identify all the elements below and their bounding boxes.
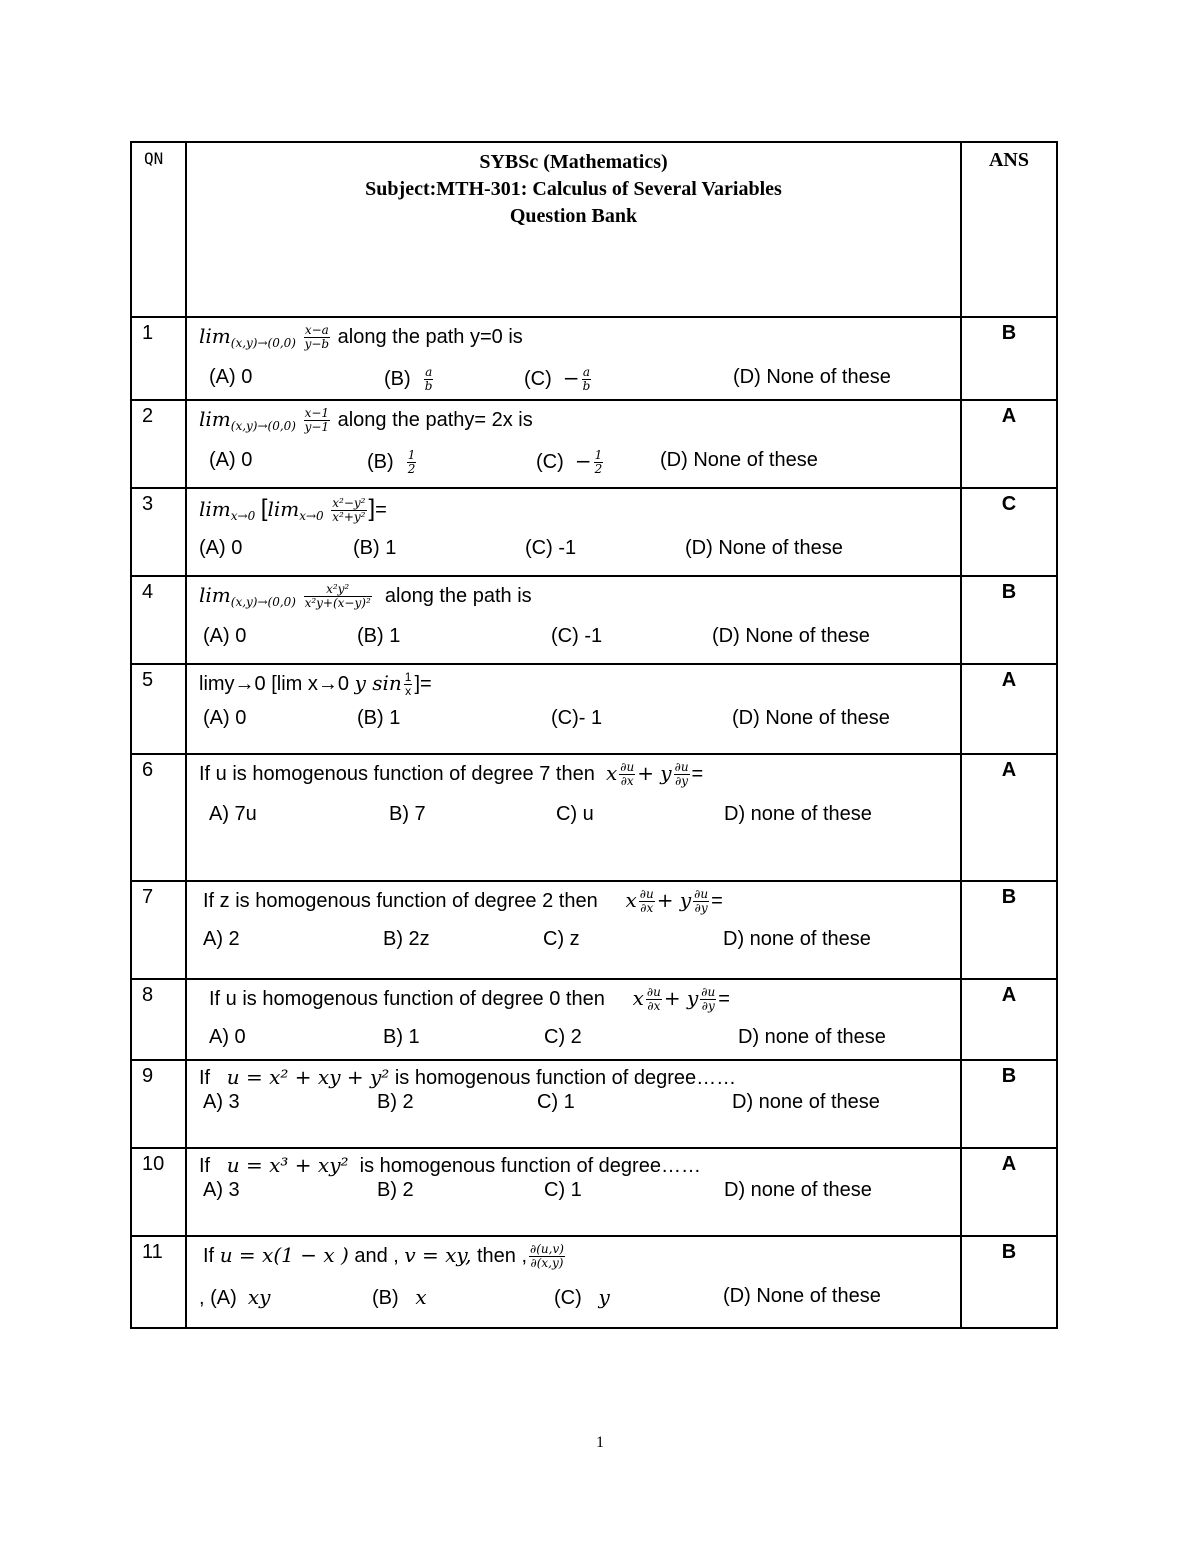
question-stem: If u = x³ + xy² is homogenous function of degree…… bbox=[199, 1153, 701, 1177]
question-stem: limy→0 [lim x→0 y sin $\frac{1}{x}$ ]= bbox=[199, 670, 432, 699]
option-b: B) 7 bbox=[389, 803, 426, 825]
question-stem: If u = x(1 − x ) and , v = xy, then , $\frac{\partial(u,v)}{\partial(x,y)}$ bbox=[203, 1242, 564, 1271]
question-stem: $\lim_{x\to 0} [\lim_{x\to 0}$ $\frac{\text{x²−y²}}{\text{x²+y²}}$ ]= bbox=[199, 495, 387, 525]
answer: B bbox=[961, 881, 1057, 979]
table-row bbox=[131, 754, 1057, 881]
question-bank-table bbox=[130, 141, 1058, 1329]
table-row bbox=[131, 1148, 1057, 1236]
option-b: (B) 1 bbox=[357, 625, 401, 647]
option-a: A) 7u bbox=[209, 803, 257, 825]
question-stem: $\lim_{(x,y)\to(0,0)}$ $\frac{x-1}{y-1}$ along the pathy= 2x is bbox=[199, 406, 533, 435]
option-c: C) 2 bbox=[544, 1026, 582, 1048]
option-a: (A) 0 bbox=[203, 707, 247, 729]
qn-header: QN bbox=[131, 142, 186, 317]
question-cell bbox=[186, 576, 961, 664]
answer: C bbox=[961, 488, 1057, 576]
answer: A bbox=[961, 664, 1057, 754]
subject-title: Subject:MTH-301: Calculus of Several Variables bbox=[365, 178, 782, 200]
option-a: (A) 0 bbox=[209, 449, 253, 471]
answer: B bbox=[961, 1236, 1057, 1328]
table-row bbox=[131, 979, 1057, 1060]
option-b: (B) x bbox=[372, 1285, 427, 1309]
option-b: (B) $\frac{1}{2}$ bbox=[367, 448, 416, 476]
question-number: 3 bbox=[131, 488, 186, 576]
question-number: 11 bbox=[131, 1236, 186, 1328]
question-number: 4 bbox=[131, 576, 186, 664]
question-number: 1 bbox=[131, 317, 186, 400]
question-stem: If u is homogenous function of degree 0 then x $\frac{\partial u}{\partial x}$ + y $\frac{\partial u}{\partial y}$ = bbox=[209, 985, 730, 1014]
table-row bbox=[131, 317, 1057, 400]
table-row bbox=[131, 1236, 1057, 1328]
question-number: 10 bbox=[131, 1148, 186, 1236]
option-a: A) 3 bbox=[203, 1179, 240, 1201]
option-c: (C) -1 bbox=[525, 537, 577, 559]
answer: B bbox=[961, 576, 1057, 664]
question-cell bbox=[186, 1060, 961, 1148]
fraction: $\frac{x-1}{y-1}$ bbox=[304, 406, 330, 435]
option-a: , (A) xy bbox=[199, 1285, 271, 1309]
question-cell bbox=[186, 979, 961, 1060]
option-d: D) none of these bbox=[724, 803, 872, 825]
option-b: B) 2z bbox=[383, 928, 430, 950]
option-b: B) 2 bbox=[377, 1091, 414, 1113]
question-number: 5 bbox=[131, 664, 186, 754]
option-c: C) 1 bbox=[537, 1091, 575, 1113]
option-c: C) z bbox=[543, 928, 580, 950]
answer: A bbox=[961, 1148, 1057, 1236]
question-cell bbox=[186, 1148, 961, 1236]
page-number: 1 bbox=[596, 1434, 604, 1451]
fraction: $\frac{1}{x}$ bbox=[404, 670, 412, 699]
option-d: (D) None of these bbox=[685, 537, 843, 559]
table-row bbox=[131, 664, 1057, 754]
option-a: A) 2 bbox=[203, 928, 240, 950]
question-number: 2 bbox=[131, 400, 186, 488]
option-a: (A) 0 bbox=[209, 366, 253, 388]
option-c: (C) − $\frac{a}{b}$ bbox=[524, 365, 591, 394]
ans-header: ANS bbox=[961, 142, 1057, 317]
table-row bbox=[131, 1060, 1057, 1148]
option-d: D) none of these bbox=[738, 1026, 886, 1048]
option-c: (C) − $\frac{1}{2}$ bbox=[536, 448, 603, 477]
question-number: 7 bbox=[131, 881, 186, 979]
question-cell bbox=[186, 754, 961, 881]
option-a: A) 3 bbox=[203, 1091, 240, 1113]
fraction: $\frac{x-a}{y-b}$ bbox=[304, 323, 330, 352]
question-number: 9 bbox=[131, 1060, 186, 1148]
question-cell bbox=[186, 317, 961, 400]
table-row bbox=[131, 488, 1057, 576]
question-stem: If u = x² + xy + y² is homogenous function of degree…… bbox=[199, 1065, 737, 1089]
table-title bbox=[186, 142, 961, 317]
fraction: $\frac{\partial(u,v)}{\partial(x,y)}$ bbox=[530, 1242, 564, 1271]
option-b: (B) 1 bbox=[357, 707, 401, 729]
question-cell bbox=[186, 488, 961, 576]
option-d: (D) None of these bbox=[723, 1285, 881, 1307]
table-row bbox=[131, 881, 1057, 979]
option-b: (B) 1 bbox=[353, 537, 397, 559]
question-cell bbox=[186, 400, 961, 488]
option-d: (D) None of these bbox=[732, 707, 890, 729]
answer: B bbox=[961, 1060, 1057, 1148]
question-cell bbox=[186, 881, 961, 979]
option-d: (D) None of these bbox=[733, 366, 891, 388]
option-a: (A) 0 bbox=[199, 537, 243, 559]
answer: A bbox=[961, 754, 1057, 881]
question-stem: $\lim_{(x,y)\to(0,0)}$ $\frac{x-a}{y-b}$ along the path y=0 is bbox=[199, 323, 523, 352]
option-c: (C) y bbox=[554, 1285, 610, 1309]
option-d: D) none of these bbox=[732, 1091, 880, 1113]
option-d: (D) None of these bbox=[660, 449, 818, 471]
question-stem: If z is homogenous function of degree 2 then x $\frac{\partial u}{\partial x}$ + y $\frac{\partial u}{\partial y}$ = bbox=[203, 887, 723, 916]
table-row bbox=[131, 400, 1057, 488]
question-stem: $\lim_{(x,y)\to(0,0)}$ $\frac{\text{x²y²}}{\text{x²y+(x−y)²}}$ along the path is bbox=[199, 582, 532, 611]
fraction: $\frac{\text{x²−y²}}{\text{x²+y²}}$ bbox=[332, 496, 366, 525]
option-a: A) 0 bbox=[209, 1026, 246, 1048]
option-b: B) 2 bbox=[377, 1179, 414, 1201]
bank-title: Question Bank bbox=[509, 205, 638, 227]
option-c: C) 1 bbox=[544, 1179, 582, 1201]
answer: A bbox=[961, 979, 1057, 1060]
option-c: (C) -1 bbox=[551, 625, 603, 647]
option-d: D) none of these bbox=[723, 928, 871, 950]
question-cell bbox=[186, 1236, 961, 1328]
question-cell bbox=[186, 664, 961, 754]
fraction: $\frac{\text{x²y²}}{\text{x²y+(x−y)²}}$ bbox=[304, 582, 371, 611]
option-c: C) u bbox=[556, 803, 594, 825]
header-row bbox=[131, 142, 1057, 317]
option-d: (D) None of these bbox=[712, 625, 870, 647]
table-row bbox=[131, 576, 1057, 664]
course-title: SYBSc (Mathematics) bbox=[479, 151, 668, 173]
question-number: 8 bbox=[131, 979, 186, 1060]
option-c: (C)- 1 bbox=[551, 707, 603, 729]
option-b: B) 1 bbox=[383, 1026, 420, 1048]
option-b: (B) $\frac{a}{b}$ bbox=[384, 365, 433, 393]
question-number: 6 bbox=[131, 754, 186, 881]
answer: B bbox=[961, 317, 1057, 400]
option-d: D) none of these bbox=[724, 1179, 872, 1201]
option-a: (A) 0 bbox=[203, 625, 247, 647]
question-stem: If u is homogenous function of degree 7 then x $\frac{\partial u}{\partial x}$ + y $\frac{\partial u}{\partial y}$ = bbox=[199, 760, 704, 789]
answer: A bbox=[961, 400, 1057, 488]
